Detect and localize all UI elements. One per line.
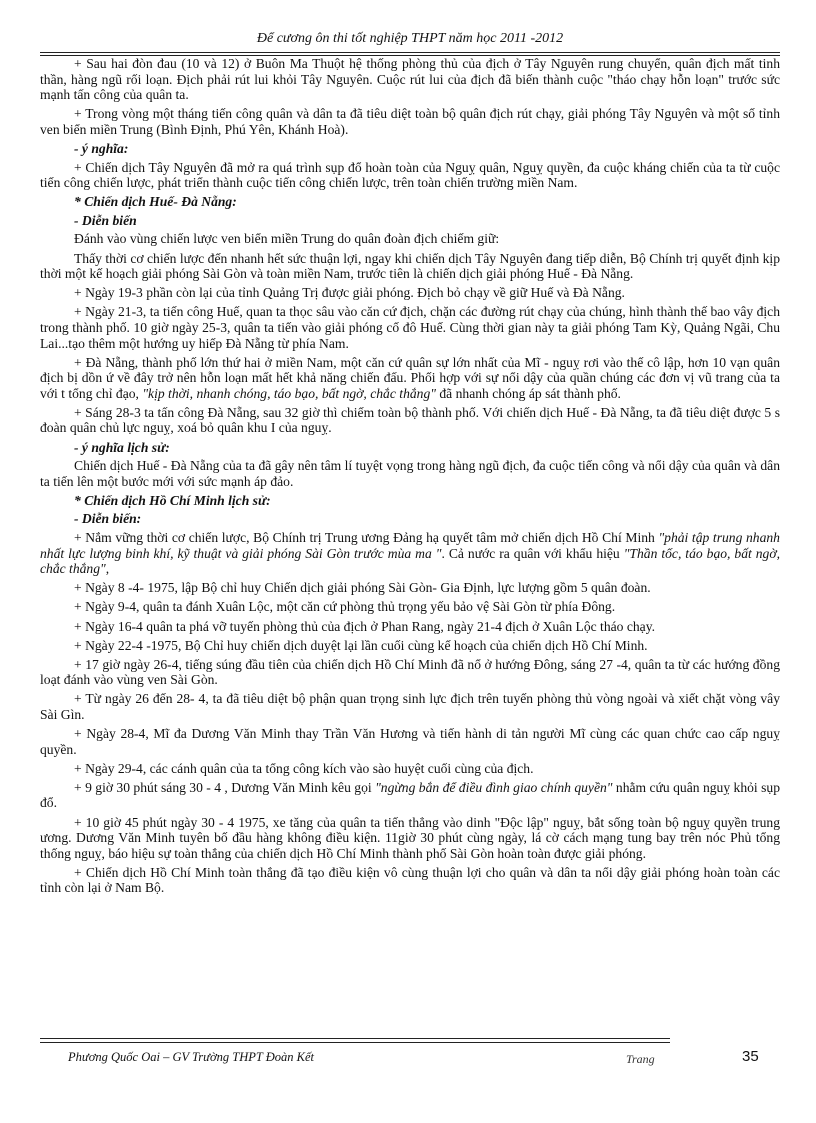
paragraph: + 17 giờ ngày 26-4, tiếng súng đầu tiên của chiến dịch Hồ Chí Minh đã nổ ở hướng Đông, sáng 27 -4, quân ta từ các hướng đồng loạt đánh vào vùng ven Sài Gòn. (40, 656, 780, 688)
italic-quote: "Thần tốc, táo bạo, bất ngờ, chắc thắng" (40, 545, 781, 577)
text-run: + 9 giờ 30 phút sáng 30 - 4 , Dương Văn Minh kêu gọi (74, 779, 376, 795)
section-heading: - Diễn biến: (74, 511, 142, 527)
paragraph (40, 780, 780, 811)
page-number: 35 (742, 1048, 759, 1065)
footer-author: Phương Quốc Oai – GV Trường THPT Đoàn Kết (68, 1050, 314, 1064)
paragraph: + Chiến dịch Tây Nguyên đã mở ra quá trình sụp đổ hoàn toàn của Nguỵ quân, Nguỵ quyền, đa cuộc kháng chiến của ta từ cuộc tiến công chiến lược, phát triển thành cuộc tiến công chiến lược, trên toàn chiến trường miền Nam. (40, 159, 780, 191)
text-run: + Nắm vững thời cơ chiến lược, Bộ Chính trị Trung ương Đảng hạ quyết tâm mở chiến dịch Hồ Chí Minh (74, 530, 659, 546)
paragraph: + Ngày 19-3 phần còn lại của tỉnh Quảng Trị được giải phóng. Địch bỏ chạy về giữ Huế và Đà Nẵng. (74, 285, 625, 301)
paragraph: + Sáng 28-3 ta tấn công Đà Nẵng, sau 32 giờ thì chiếm toàn bộ thành phố. Với chiến dịch Huế - Đà Nẵng, ta đã tiêu diệt được 5 s đoàn quân chủ lực nguỵ, xoá bỏ quân khu I của nguỵ. (40, 404, 780, 436)
section-heading: - ý nghĩa lịch sử: (74, 439, 170, 455)
document-body (40, 56, 780, 896)
section-heading: * Chiến dịch Hồ Chí Minh lịch sử: (74, 492, 271, 508)
section-heading: * Chiến dịch Huế- Đà Nẵng: (74, 194, 237, 210)
text-run: + Đà Nẵng, thành phố lớn thứ hai ở miền Nam, một căn cứ quân sự lớn nhất của Mĩ - nguỵ rơi vào thế cô lập, hơn 10 vạn quân địch bị dồn ứ về đây trở nên hỗn loạn mất hết khả năng chiến đấu. Phối hợp với sự nổi dậy của quần chúng các đơn vị vũ trang của ta với t tổng chỉ đạo, (40, 354, 780, 401)
paragraph: + Ngày 8 -4- 1975, lập Bộ chỉ huy Chiến dịch giải phóng Sài Gòn- Gia Định, lực lượng gồm 5 quân đoàn. (74, 580, 651, 596)
footer-page-label: Trang (626, 1052, 655, 1066)
text-run: đã nhanh chóng áp sát thành phố. (435, 385, 621, 401)
paragraph: + Ngày 16-4 quân ta phá vỡ tuyến phòng thủ của địch ở Phan Rang, ngày 21-4 địch ở Xuân Lộc tháo chạy. (74, 618, 656, 634)
paragraph: Thấy thời cơ chiến lược đến nhanh hết sức thuận lợi, ngay khi chiến dịch Tây Nguyên đang tiếp diễn, Bộ Chính trị quyết định kịp thời một kế hoạch giải phóng Sài Gòn và toàn miền Nam, trước tiên là chiến dịch giải phóng Huế - Đà Nẵng. (40, 250, 780, 282)
paragraph: Chiến dịch Huế - Đà Nẵng của ta đã gây nên tâm lí tuyệt vọng trong hàng ngũ địch, đa cuộc tiến công và nổi dậy của quân và dân ta tiến lên một bước mới với sức mạnh áp đảo. (40, 458, 780, 489)
text-run: nhằm cứu quân nguỵ khỏi sụp đổ. (40, 779, 780, 811)
text-run: , (105, 561, 110, 577)
paragraph (40, 355, 780, 402)
document-page (40, 30, 780, 1100)
paragraph: + Sau hai đòn đau (10 và 12) ở Buôn Ma Thuột hệ thống phòng thủ của địch ở Tây Nguyên rung chuyển, quân địch mất tinh thần, hàng ngũ rối loạn. Địch phải rút lui khỏi Tây Nguyên. Cuộc rút lui của địch đã biến thành cuộc "tháo chạy hỗn loạn" trước sức mạnh tấn công của quân ta. (40, 56, 780, 103)
paragraph: + Ngày 9-4, quân ta đánh Xuân Lộc, một căn cứ phòng thủ trọng yếu bảo vệ Sài Gòn từ phía Đông. (74, 599, 616, 615)
section-heading: - Diễn biến (74, 212, 137, 228)
paragraph: Đánh vào vùng chiến lược ven biển miền Trung do quân đoàn địch chiếm giữ: (74, 231, 500, 247)
italic-quote: "phải tập trung nhanh nhất lực lượng binh khí, kỹ thuật và giải phóng Sài Gòn trước mùa ma " (40, 530, 780, 561)
section-heading: - ý nghĩa: (74, 140, 129, 156)
paragraph: + Trong vòng một tháng tiến công quân và dân ta đã tiêu diệt toàn bộ quân địch rút chạy, giải phóng Tây Nguyên và một số tỉnh ven biển miền Trung (Bình Định, Phú Yên, Khánh Hoà). (40, 106, 780, 137)
italic-quote: "ngừng bắn để điều đình giao chính quyền" (375, 779, 613, 795)
paragraph: + 10 giờ 45 phút ngày 30 - 4 1975, xe tăng của quân ta tiến thẳng vào dinh "Độc lập" nguỵ, bắt sống toàn bộ nguỵ quyền trung ương. Dương Văn Minh tuyên bố đầu hàng không điều kiện. 11giờ 30 phút cùng ngày, lá cờ cách mạng tung bay trên nóc Phủ tổng thống nguỵ, báo hiệu sự toàn thắng của chiến dịch Hồ Chí Minh thành phố Sài Gòn hoàn toàn được giải phóng. (40, 814, 780, 861)
paragraph: + Từ ngày 26 đến 28- 4, ta đã tiêu diệt bộ phận quan trọng sinh lực địch trên tuyến phòng thủ vòng ngoài và xiết chặt vòng vây Sài Gìn. (40, 691, 780, 722)
footer-rule (40, 1038, 670, 1043)
text-run: . Cả nước ra quân với khẩu hiệu (441, 545, 624, 561)
paragraph (40, 530, 780, 577)
paragraph: + Chiến dịch Hồ Chí Minh toàn thắng đã tạo điều kiện vô cùng thuận lợi cho quân và dân ta nổi dậy giải phóng hoàn toàn các tỉnh còn lại ở Nam Bộ. (40, 864, 780, 896)
paragraph: + Ngày 29-4, các cánh quân của ta tổng công kích vào sào huyệt cuối cùng của địch. (74, 760, 534, 776)
page-footer (40, 1038, 780, 1068)
paragraph: + Ngày 28-4, Mĩ đa Dương Văn Minh thay Trần Văn Hương và tiến hành di tản người Mĩ cùng các quan chức cao cấp nguỵ quyền. (40, 726, 780, 757)
paragraph: + Ngày 21-3, ta tiến công Huế, quan ta thọc sâu vào căn cứ địch, chặn các đường rút chạy của chúng, hình thành thế bao vây địch trong thành phố. 10 giờ ngày 25-3, quân ta tiến vào giải phóng cố đô Huế. Cùng thời gian này ta giải phóng Tam Kỳ, Quảng Ngãi, Chu Lai...tạo thêm một hướng uy hiếp Đà Nẵng từ phía Nam. (40, 304, 780, 351)
italic-quote: "kịp thời, nhanh chóng, táo bạo, bất ngờ, chắc thắng" (142, 385, 436, 401)
page-header: Để cương ôn thi tốt nghiệp THPT năm học 2011 -2012 (256, 31, 564, 46)
paragraph: + Ngày 22-4 -1975, Bộ Chỉ huy chiến dịch duyệt lại lần cuối cùng kế hoạch của chiến dịch Hồ Chí Minh. (74, 637, 648, 653)
